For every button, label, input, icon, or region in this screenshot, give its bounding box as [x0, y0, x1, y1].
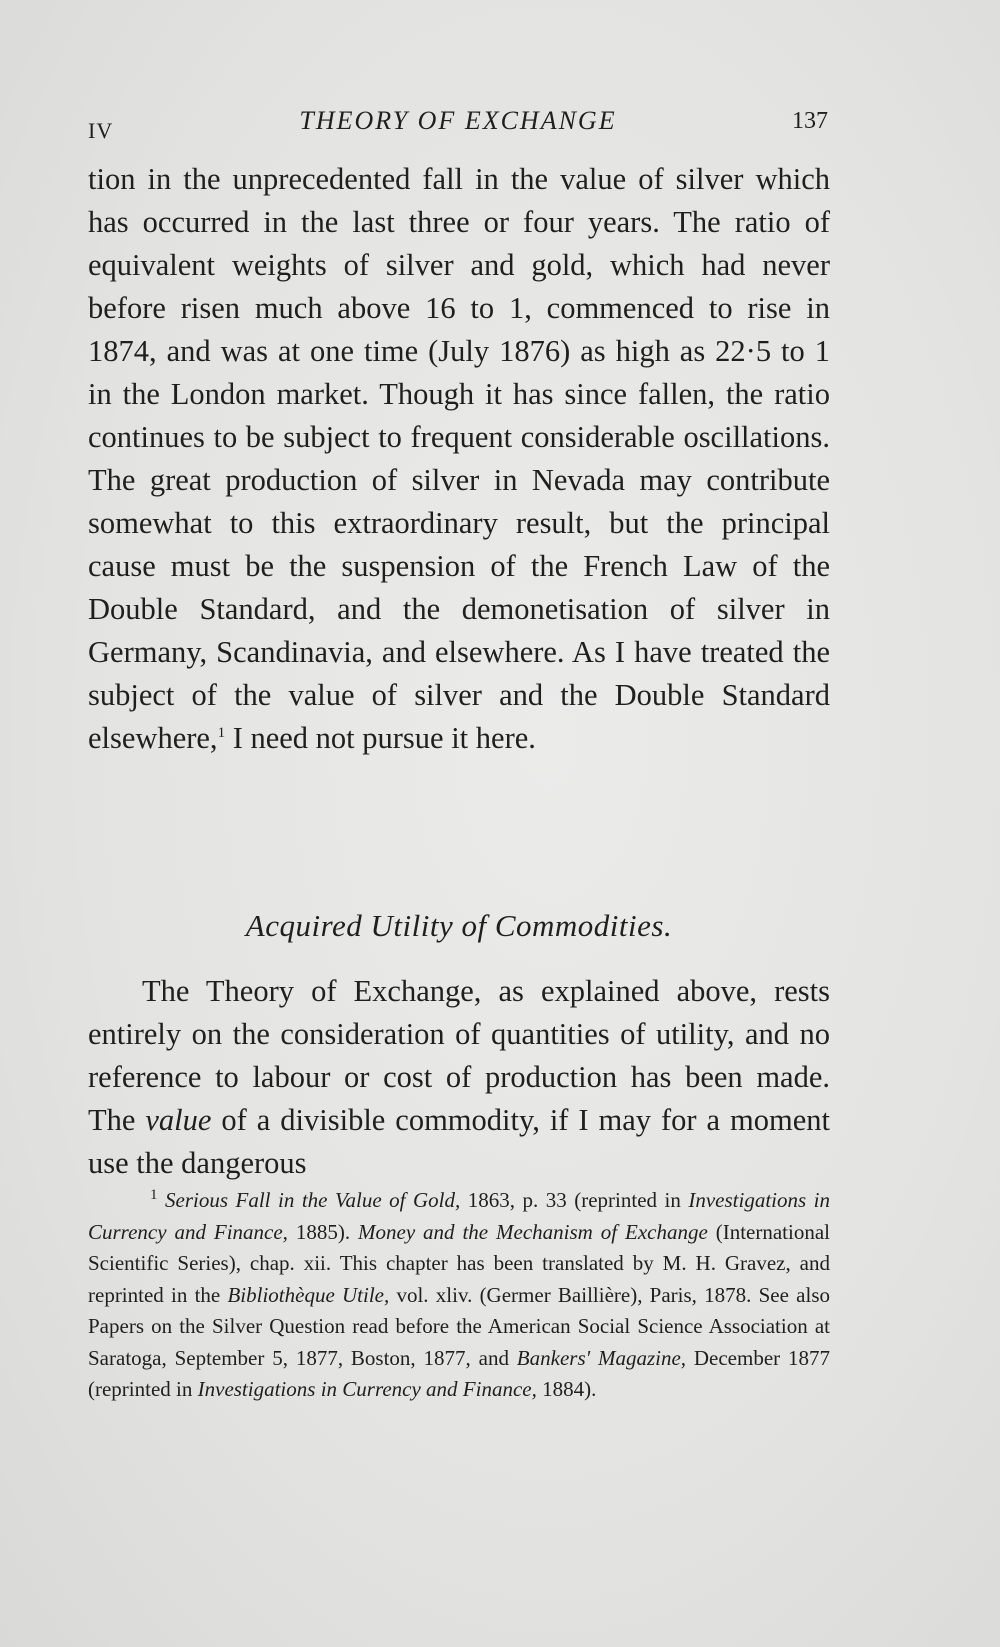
footnote-segment: December 1877 (reprinted in — [88, 1345, 831, 1401]
page-number: 137 — [792, 108, 828, 134]
running-header — [88, 104, 828, 144]
footnote-segment: (International Scientific Series), chap. xii. This chapter has been translated by M. H. Gravez, and reprinted in the — [88, 1219, 830, 1307]
footnote-segment: 1863, p. 33 (reprinted in — [460, 1188, 689, 1212]
running-title: THEORY OF EXCHANGE — [299, 106, 617, 135]
paragraph-silver-ratio — [88, 158, 830, 760]
section-heading: Acquired Utility of Commodities. — [245, 908, 673, 943]
cited-work: Serious Fall in the Value of Gold, — [165, 1188, 461, 1212]
paragraph-text: I need not pursue it here. — [225, 721, 536, 755]
paragraph-text: of a divisible commodity, if I may for a moment use the dangerous — [88, 1103, 831, 1180]
footnote-marker: 1 — [150, 1187, 158, 1203]
emphasized-word: value — [145, 1103, 212, 1137]
cited-work: Investigations in Currency and Finance, — [197, 1377, 537, 1401]
paragraph-text: The Theory of Exchange, as explained above, rests entirely on the consideration of quantities of utility, and no reference to labour or cost of production has been made. The — [88, 974, 830, 1137]
paragraph-text: tion in the unprecedented fall in the value of silver which has occurred in the last three or four years. The ratio of equivalent weights of silver and gold, which had never before risen much above 16 to 1, commenced to rise in 1874, and was at one time (July 1876) as high as 22·5 to 1 in the London market. Though it has since fallen, the ratio continues to be subject to frequent considerable oscillations. The great production of silver in Nevada may contribute somewhat to this extraordinary result, but the principal cause must be the suspension of the French Law of the Double Standard, and the demonetisation of silver in Germany, Scandinavia, and elsewhere. As I have treated the subject of the value of silver and the Double Standard elsewhere, — [88, 162, 830, 755]
cited-work: Money and the Mechanism of Exchange — [358, 1219, 708, 1244]
footnote-text — [88, 1185, 830, 1406]
chapter-numeral: IV — [88, 118, 114, 143]
cited-work: Investigations in Currency and Finance, — [88, 1188, 831, 1244]
footnote-segment: 1885). — [287, 1219, 358, 1244]
footnote — [88, 1185, 830, 1406]
footnote-segment: 1884). — [536, 1377, 597, 1401]
section-text-block — [88, 970, 830, 1185]
footnote-segment: vol. xliv. (Germer Baillière), Paris, 1878. See also Papers on the Silver Question read before the American Social Science Association at Saratoga, September 5, 1877, Boston, 1877, and — [88, 1282, 831, 1370]
footnote-reference: 1 — [217, 724, 226, 741]
cited-work: Bibliothèque Utile, — [227, 1282, 390, 1307]
main-text-block — [88, 158, 830, 760]
cited-work: Bankers' Magazine, — [516, 1345, 687, 1370]
paragraph-theory-of-exchange — [88, 970, 830, 1185]
